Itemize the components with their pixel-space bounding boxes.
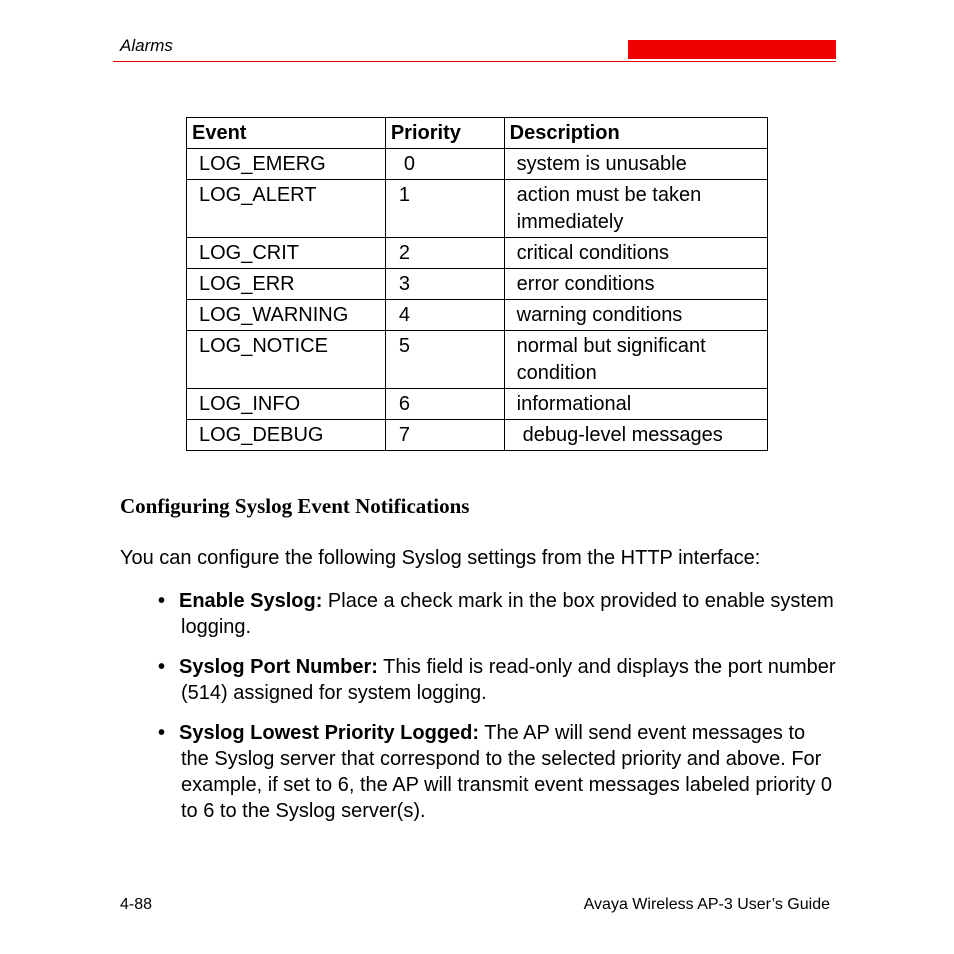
bullet-body: This field is read-only and displays the port number (514) assigned for system logging.: [181, 656, 836, 704]
table-row: [187, 420, 768, 451]
description-cell: debug-level messages: [504, 420, 767, 451]
column-header-priority: Priority: [385, 118, 504, 149]
event-cell: LOG_ERR: [187, 269, 386, 300]
table-row: [187, 238, 768, 269]
table-row: [187, 389, 768, 420]
priority-cell: 4: [385, 300, 504, 331]
event-cell: LOG_NOTICE: [187, 331, 386, 389]
bullet-dot: •: [158, 590, 166, 612]
description-cell: action must be taken immediately: [504, 180, 767, 238]
priority-cell: 0: [385, 149, 504, 180]
column-header-event: Event: [187, 118, 386, 149]
bullet-lead: Syslog Lowest Priority Logged:: [179, 722, 480, 744]
description-cell: critical conditions: [504, 238, 767, 269]
event-cell: LOG_INFO: [187, 389, 386, 420]
table-row: [187, 149, 768, 180]
syslog-priority-table: [186, 117, 768, 451]
section-heading: Configuring Syslog Event Notifications: [120, 494, 470, 518]
bullet-lead: Enable Syslog:: [179, 590, 323, 612]
priority-cell: 3: [385, 269, 504, 300]
priority-cell: 7: [385, 420, 504, 451]
bullet-dot: •: [158, 656, 166, 678]
bullet-text: [158, 654, 838, 706]
bullet-body: The AP will send event messages to the Syslog server that correspond to the selected priority and above. For example, if set to 6, the AP will transmit event messages labeled priority 0 to 6 to the Syslog server(s).: [181, 722, 833, 822]
bullet-lead: Syslog Port Number:: [179, 656, 378, 678]
bullet-text: [158, 720, 838, 824]
event-cell: LOG_ALERT: [187, 180, 386, 238]
priority-cell: 6: [385, 389, 504, 420]
intro-paragraph: You can configure the following Syslog settings from the HTTP interface:: [120, 547, 761, 569]
description-cell: warning conditions: [504, 300, 767, 331]
bullet-body: Place a check mark in the box provided to enable system logging.: [181, 590, 834, 638]
bullet-syslog-lowest-priority: [158, 720, 838, 824]
description-cell: normal but significant condition: [504, 331, 767, 389]
description-cell: system is unusable: [504, 149, 767, 180]
event-cell: LOG_CRIT: [187, 238, 386, 269]
table-row: [187, 300, 768, 331]
description-cell: informational: [504, 389, 767, 420]
header-rule: [113, 61, 836, 62]
event-cell: LOG_WARNING: [187, 300, 386, 331]
bullet-dot: •: [158, 722, 166, 744]
priority-cell: 5: [385, 331, 504, 389]
event-cell: LOG_EMERG: [187, 149, 386, 180]
bullet-syslog-port-number: [158, 654, 838, 706]
priority-cell: 1: [385, 180, 504, 238]
section-label: Alarms: [120, 36, 173, 55]
table-row: [187, 269, 768, 300]
priority-cell: 2: [385, 238, 504, 269]
event-cell: LOG_DEBUG: [187, 420, 386, 451]
header-accent-bar: [628, 40, 836, 59]
bullet-text: [158, 588, 838, 640]
description-cell: error conditions: [504, 269, 767, 300]
table-header-row: [187, 118, 768, 149]
table-row: [187, 331, 768, 389]
bullet-enable-syslog: [158, 588, 838, 640]
page-number: 4-88: [120, 896, 153, 913]
table-row: [187, 180, 768, 238]
column-header-description: Description: [504, 118, 767, 149]
guide-title: Avaya Wireless AP-3 User’s Guide: [583, 896, 830, 913]
